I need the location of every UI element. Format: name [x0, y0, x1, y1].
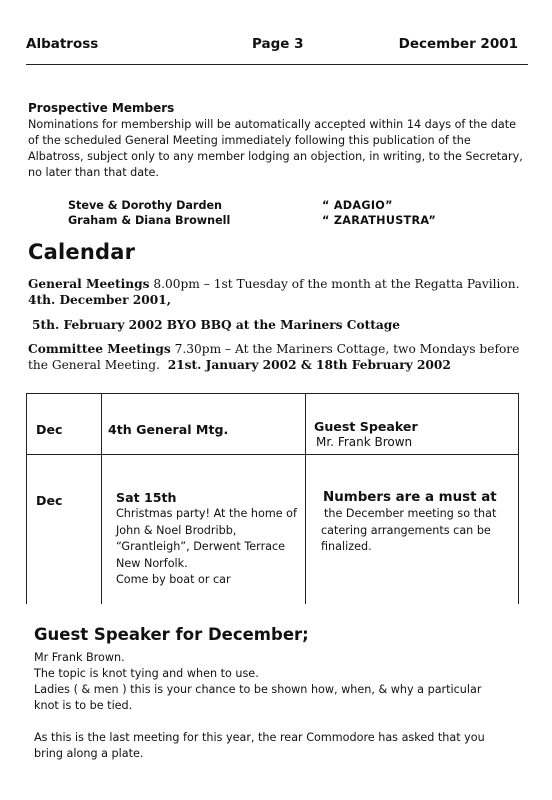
- guest-speaker-title: Guest Speaker for December;: [34, 625, 309, 644]
- prospective-members-title: Prospective Members: [28, 101, 175, 115]
- events-table: [26, 393, 519, 604]
- guest-speaker-line: Ladies ( & men ) this is your chance to be shown how, when, & why a particular: [34, 683, 482, 696]
- guest-speaker-line: Mr Frank Brown.: [34, 651, 125, 664]
- guest-speaker-line: bring along a plate.: [34, 747, 144, 760]
- guest-speaker-line: As this is the last meeting for this year, the rear Commodore has asked that you: [34, 731, 485, 744]
- member-name: Steve & Dorothy Darden: [68, 199, 223, 212]
- calendar-title: Calendar: [28, 240, 136, 264]
- table-row-month: Dec: [36, 422, 63, 437]
- general-meeting-date: 4th. December 2001,: [28, 293, 171, 307]
- header-rule: [26, 64, 528, 65]
- bbq-line: 5th. February 2002 BYO BBQ at the Mariners Cottage: [32, 318, 401, 332]
- committee-meetings-line: [28, 341, 528, 373]
- row-divider: [27, 454, 518, 455]
- table-row-event: Sat 15th Christmas party! At the home of John & Noel Brodribb, “Grantleigh”, Derwent Terrace New Norfolk. Come by boat or car: [116, 490, 297, 586]
- issue-date: December 2001: [398, 36, 518, 52]
- committee-meeting-dates: 21st. January 2002 & 18th February 2002: [167, 358, 451, 372]
- newsletter-name: Albatross: [26, 36, 99, 52]
- general-meetings-text: 8.00pm – 1st Tuesday of the month at the Regatta Pavilion.: [149, 277, 520, 291]
- general-meetings-label: General Meetings: [28, 277, 150, 291]
- guest-speaker-line: knot is to be tied.: [34, 699, 133, 712]
- table-row-note: Numbers are a must at the December meeting so that catering arrangements can be finalized.: [321, 490, 497, 553]
- table-row-event: 4th General Mtg.: [108, 422, 229, 437]
- committee-meetings-text: 7.30pm – At the Mariners Cottage, two Mondays before the General Meeting.: [28, 342, 520, 372]
- table-row-month: Dec: [36, 493, 63, 508]
- column-divider: [101, 394, 102, 604]
- committee-meetings-label: Committee Meetings: [28, 342, 171, 356]
- table-row-note: Guest Speaker Mr. Frank Brown: [314, 419, 418, 449]
- boat-name: “ ZARATHUSTRA”: [322, 214, 436, 227]
- member-name: Graham & Diana Brownell: [68, 214, 231, 227]
- column-divider: [305, 394, 306, 604]
- guest-speaker-line: The topic is knot tying and when to use.: [34, 667, 259, 680]
- prospective-members-body: Nominations for membership will be automatically accepted within 14 days of the date of the scheduled General Meeting immediately following this publication of the Albatross, subject only to any member lodging an objection, in writing, to the Secretary, no later than that date.: [28, 118, 523, 179]
- page-header: [26, 36, 528, 56]
- boat-name: “ ADAGIO”: [322, 199, 393, 212]
- page-number: Page 3: [252, 36, 304, 52]
- general-meetings-line: [28, 276, 528, 292]
